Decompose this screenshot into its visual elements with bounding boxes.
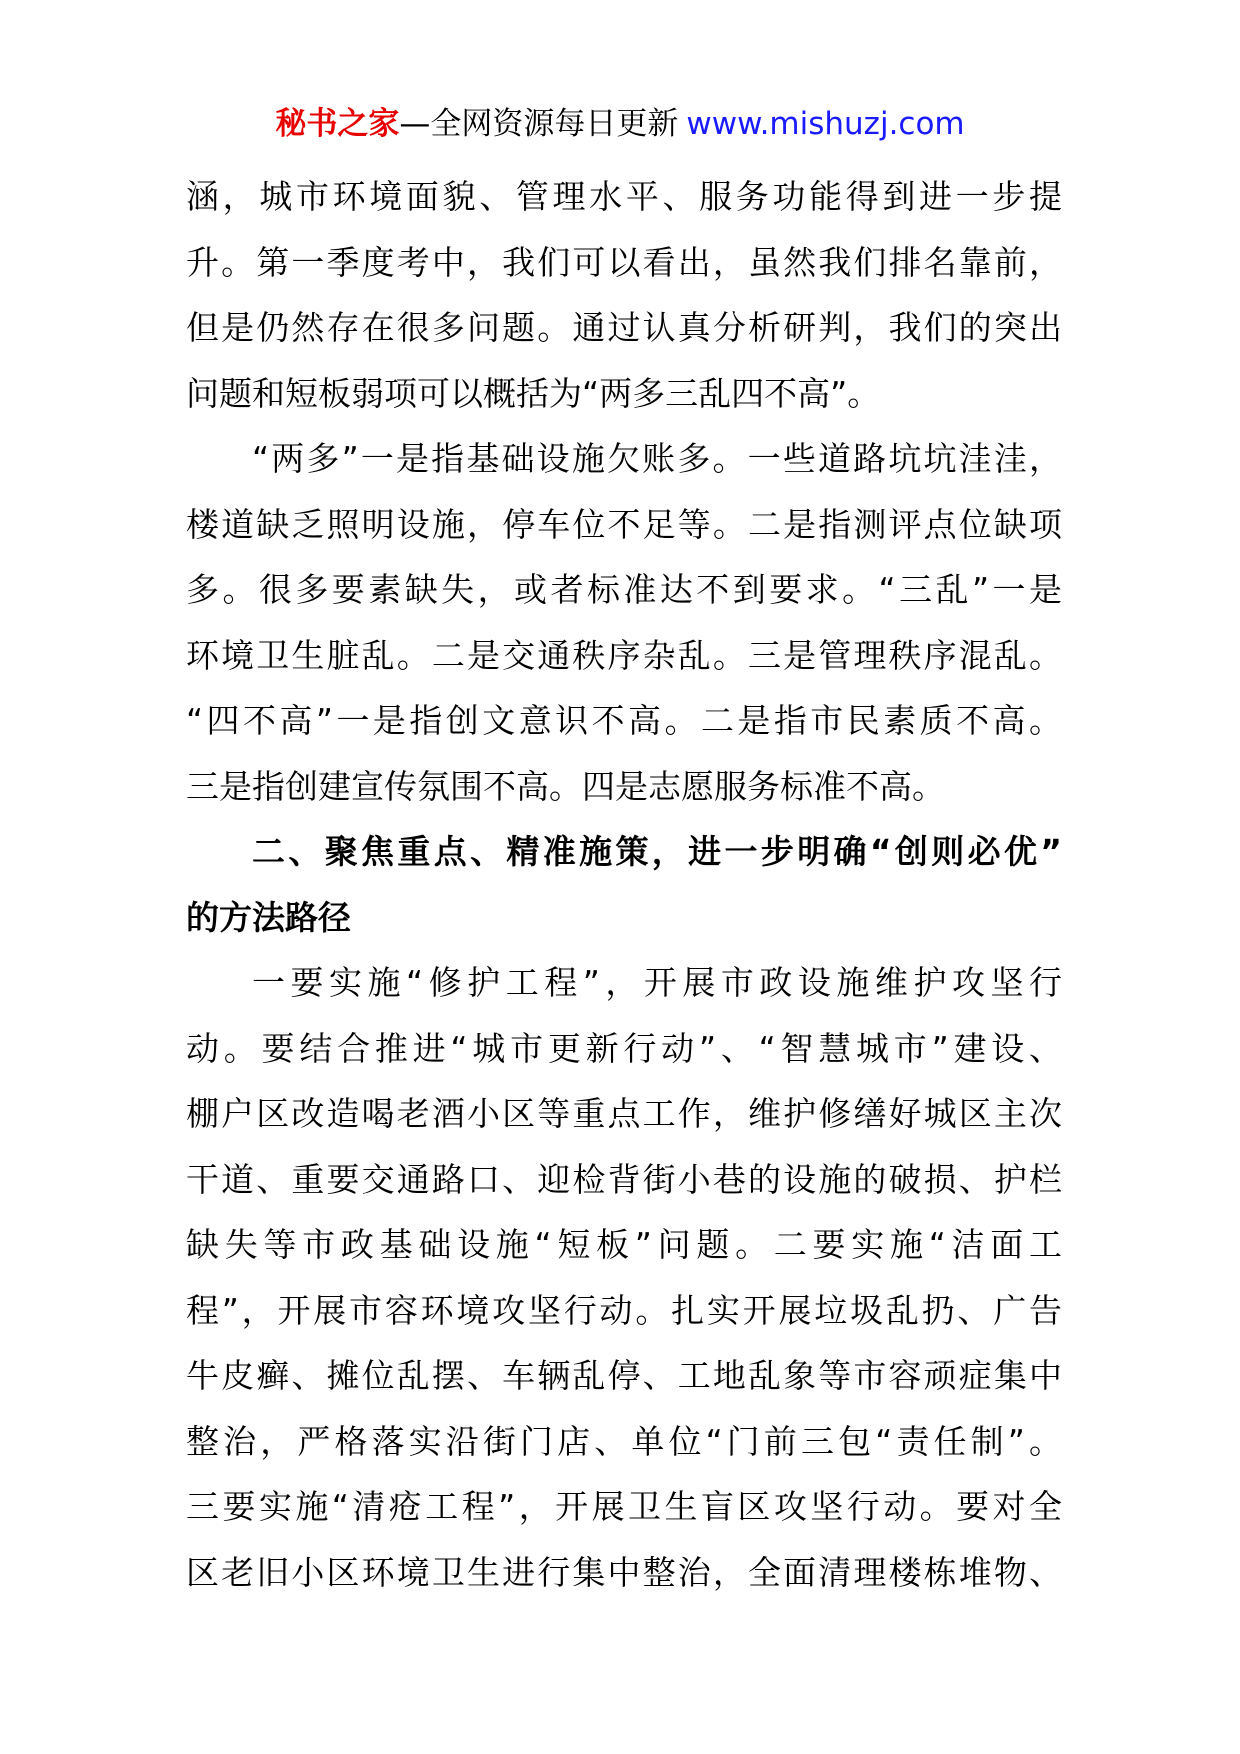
header-tagline: —全网资源每日更新 [399,106,679,142]
text-line: 整治，严格落实沿街门店、单位“门前三包“责任制”。 [186,1421,1062,1461]
text-line: 涵，城市环境面貌、管理水平、服务功能得到进一步提 [186,177,1062,216]
text-line: 三要实施“清疮工程”，开展卫生盲区攻坚行动。要对全 [186,1487,1062,1526]
section-heading: 的方法路径 [186,897,351,937]
text-line: 程”，开展市容环境攻坚行动。扎实开展垃圾乱扔、广告 [186,1290,1062,1330]
site-header [0,98,1240,150]
text-line: 干道、重要交通路口、迎检背街小巷的设施的破损、护栏 [186,1159,1062,1199]
text-line: 环境卫生脏乱。二是交通秩序杂乱。三是管理秩序混乱。 [186,635,1062,675]
brand-name: 秘书之家 [275,106,400,142]
text-line: 一要实施“修护工程”，开展市政设施维护攻坚行 [252,963,1062,1002]
text-line: 三是指创建宣传氛围不高。四是志愿服务标准不高。 [186,766,945,806]
text-line: 区老旧小区环境卫生进行集中整治，全面清理楼栋堆物、 [186,1552,1062,1592]
text-line: 问题和短板弱项可以概括为“两多三乱四不高”。 [186,373,881,413]
text-line: 牛皮癣、摊位乱摆、车辆乱停、工地乱象等市容顽症集中 [186,1356,1062,1395]
text-line: 缺失等市政基础设施“短板”问题。二要实施“洁面工 [186,1225,1062,1264]
text-line: 升。第一季度考中，我们可以看出，虽然我们排名靠前， [186,242,1062,282]
text-line: 动。要结合推进“城市更新行动”、“智慧城市”建设、 [186,1028,1062,1068]
text-line: 但是仍然存在很多问题。通过认真分析研判，我们的突出 [186,308,1062,347]
text-line: 楼道缺乏照明设施，停车位不足等。二是指测评点位缺项 [186,504,1062,544]
text-line: 多。很多要素缺失，或者标准达不到要求。“三乱”一是 [186,570,1062,609]
site-url[interactable]: www.mishuzj.com [686,106,965,142]
text-line: “四不高”一是指创文意识不高。二是指市民素质不高。 [186,701,1062,740]
section-heading: 二、聚焦重点、精准施策，进一步明确“创则必优” [252,832,1062,871]
text-line: “两多”一是指基础设施欠账多。一些道路坑坑洼洼， [252,439,1062,478]
document-body [186,164,1062,1605]
text-line: 棚户区改造喝老酒小区等重点工作，维护修缮好城区主次 [186,1094,1062,1133]
